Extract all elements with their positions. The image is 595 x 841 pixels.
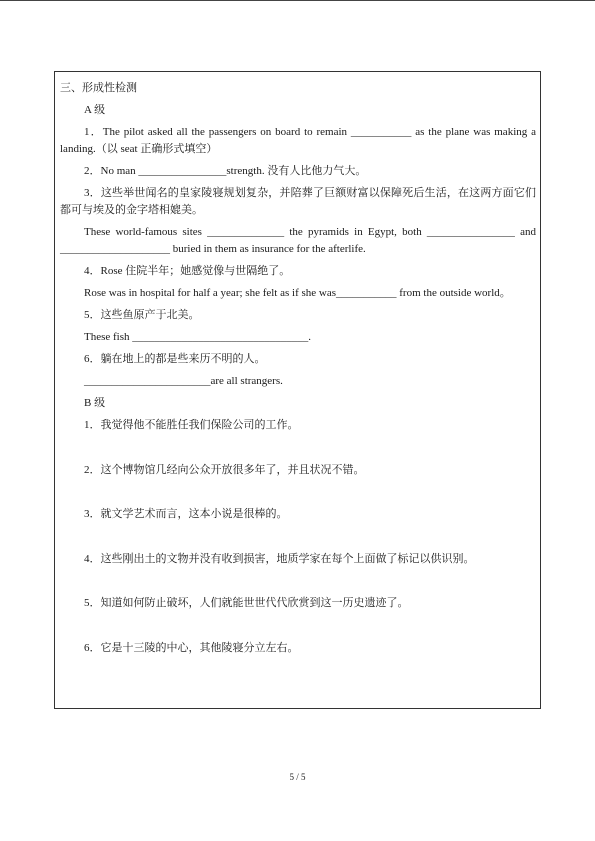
- b-item-2: 2．这个博物馆几经向公众开放很多年了，并且状况不错。: [84, 463, 365, 476]
- a-item-4-sentence: Rose was in hospital for half a year; she felt as if she was___________ from the outside world。: [84, 287, 511, 299]
- a-item-3-sentence: These world-famous sites ______________ the pyramids in Egypt, both ________________ and ____________________ buried in them as insurance for the afterlife.: [60, 226, 536, 255]
- a-item-6-sentence: _______________________are all strangers.: [84, 375, 283, 387]
- b-item-1: 1．我觉得他不能胜任我们保险公司的工作。: [84, 419, 299, 431]
- b-item-5: 5．知道如何防止破坏，人们就能世世代代欣赏到这一历史遗迹了。: [84, 597, 409, 609]
- a-item-4-prompt: 4．Rose 住院半年；她感觉像与世隔绝了。: [84, 265, 291, 277]
- a-item-2: 2．No man ________________strength. 没有人比他力气大。: [84, 165, 367, 177]
- top-rule: [0, 0, 595, 1]
- level-b-heading: B 级: [84, 397, 106, 409]
- b-item-3: 3．就文学艺术而言，这本小说是很棒的。: [84, 508, 288, 520]
- a-item-3-prompt: 3．这些举世闻名的皇家陵寝规划复杂，并陪葬了巨额财富以保障死后生活，在这两方面它们都可与埃及的金字塔相媲美。: [60, 187, 536, 216]
- b-item-4: 4．这些刚出土的文物并没有收到损害，地质学家在每个上面做了标记以供识别。: [84, 552, 475, 565]
- a-item-6-prompt: 6．躺在地上的都是些来历不明的人。: [84, 353, 266, 365]
- b-item-6: 6．它是十三陵的中心，其他陵寝分立左右。: [84, 641, 299, 654]
- exercise-content: [60, 80, 536, 684]
- a-item-1: 1．The pilot asked all the passengers on board to remain ___________ as the plane was making a landing.（以 seat 正确形式填空）: [60, 126, 536, 155]
- level-a-heading: A 级: [84, 104, 106, 116]
- page-number: 5 / 5: [289, 772, 306, 782]
- a-item-5-prompt: 5．这些鱼原产于北美。: [84, 309, 200, 321]
- section-title: 三、形成性检测: [60, 82, 137, 94]
- a-item-5-sentence: These fish ________________________________.: [84, 331, 312, 343]
